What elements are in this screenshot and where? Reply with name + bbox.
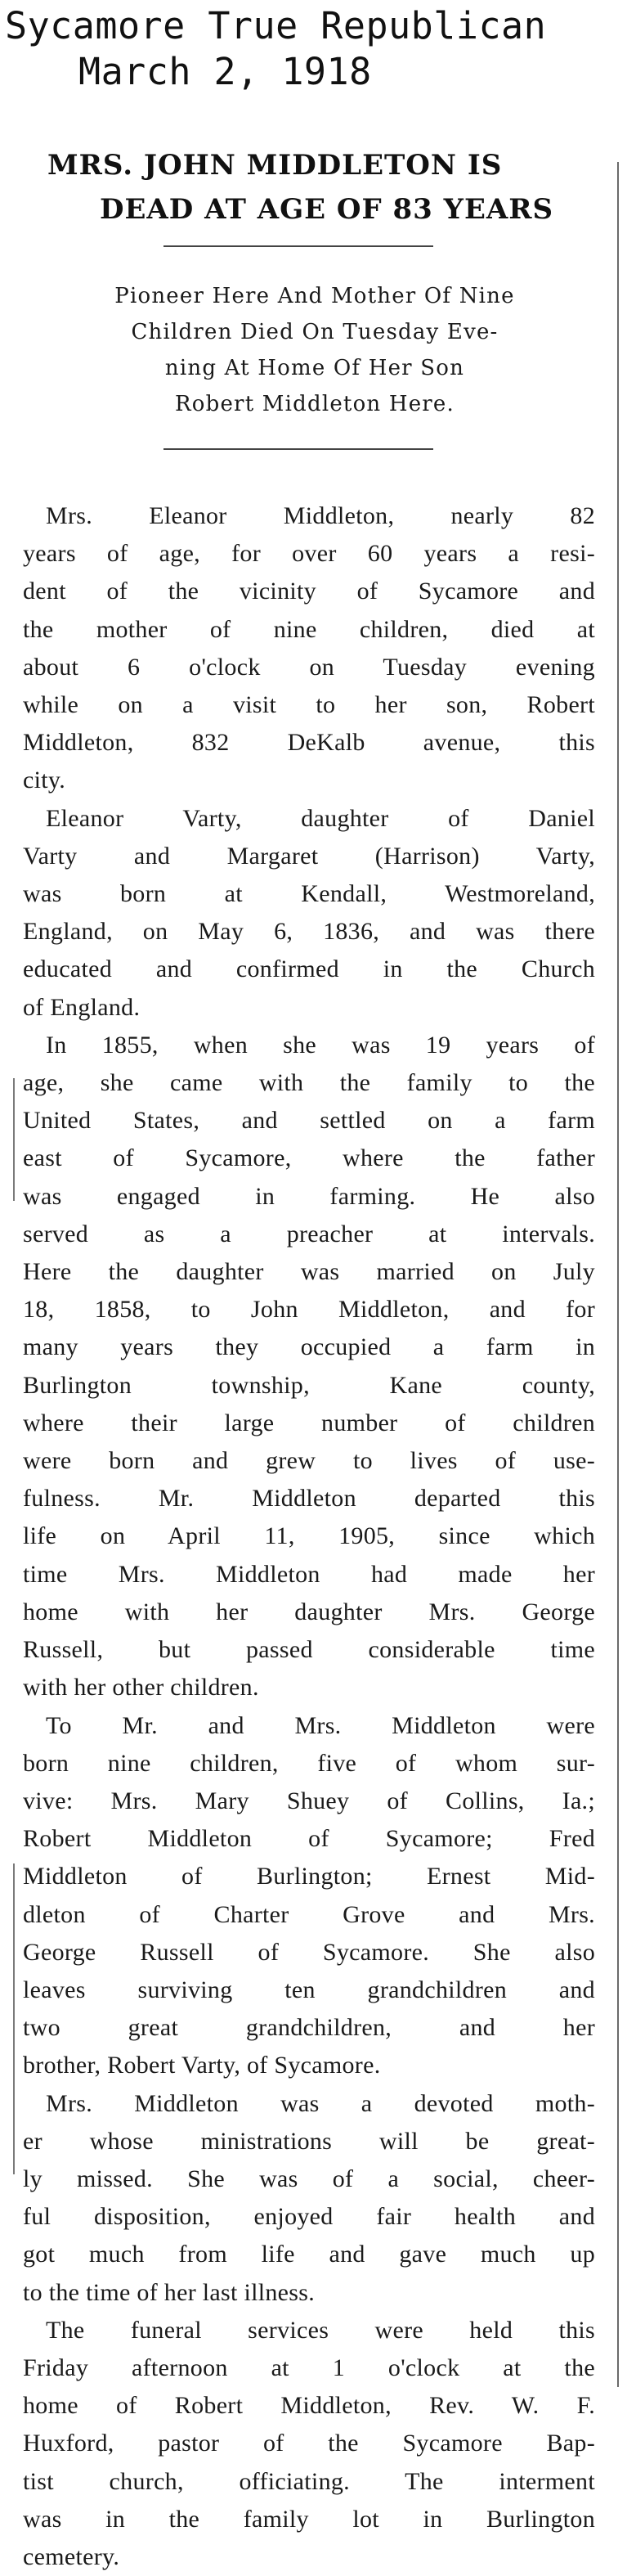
text-line: tist church, officiating. The interment bbox=[23, 2467, 595, 2495]
text-line: The funeral services were held this bbox=[46, 2316, 595, 2344]
text-line: to the time of her last illness. bbox=[23, 2278, 316, 2306]
text-line: dleton of Charter Grove and Mrs. bbox=[23, 1900, 595, 1928]
text-line: Mrs. Eleanor Middleton, nearly 82 bbox=[46, 502, 595, 529]
text-line: was engaged in farming. He also bbox=[23, 1182, 595, 1210]
text-line: educated and confirmed in the Church bbox=[23, 955, 595, 983]
text-line: Huxford, pastor of the Sycamore Bap- bbox=[23, 2430, 595, 2457]
text-line: dent of the vicinity of Sycamore and bbox=[23, 578, 595, 605]
text-line: cemetery. bbox=[23, 2542, 120, 2570]
text-line: 18, 1858, to John Middleton, and for bbox=[23, 1296, 595, 1324]
text-line: George Russell of Sycamore. She also bbox=[23, 1938, 595, 1966]
text-line: with her other children. bbox=[23, 1674, 259, 1702]
column-rule-left-fragment bbox=[13, 1863, 15, 2174]
text-line: east of Sycamore, where the father bbox=[23, 1144, 595, 1172]
text-line: Russell, but passed considerable time bbox=[23, 1636, 595, 1664]
text-line: got much from life and gave much up bbox=[23, 2241, 595, 2268]
headline-divider bbox=[163, 245, 433, 247]
text-line: served as a preacher at intervals. bbox=[23, 1220, 595, 1248]
text-line: Burlington township, Kane county, bbox=[23, 1371, 595, 1399]
text-line: age, she came with the family to the bbox=[23, 1069, 595, 1097]
text-line: In 1855, when she was 19 years of bbox=[46, 1031, 595, 1059]
text-line: leaves surviving ten grandchildren and bbox=[23, 1976, 595, 2003]
text-line: fulness. Mr. Middleton departed this bbox=[23, 1485, 595, 1513]
headline-line: MRS. JOHN MIDDLETON IS bbox=[47, 148, 503, 182]
text-line: years of age, for over 60 years a resi- bbox=[23, 540, 595, 568]
subhead-divider bbox=[163, 448, 433, 450]
text-line: home of Robert Middleton, Rev. W. F. bbox=[23, 2392, 595, 2420]
text-line: ful disposition, enjoyed fair health and bbox=[23, 2203, 595, 2231]
subhead-line: Children Died On Tuesday Eve- bbox=[131, 320, 499, 344]
publication-date: March 2, 1918 bbox=[78, 50, 372, 93]
article-headline bbox=[25, 143, 613, 232]
text-line: vive: Mrs. Mary Shuey of Collins, Ia.; bbox=[23, 1787, 595, 1814]
text-line: Middleton, 832 DeKalb avenue, this bbox=[23, 729, 595, 757]
text-line: were born and grew to lives of use- bbox=[23, 1447, 595, 1475]
text-line: Friday afternoon at 1 o'clock at the bbox=[23, 2353, 595, 2381]
text-line: born nine children, five of whom sur- bbox=[23, 1749, 595, 1777]
text-line: brother, Robert Varty, of Sycamore. bbox=[23, 2052, 381, 2079]
typed-source-label bbox=[5, 3, 546, 95]
subhead-line: Pioneer Here And Mother Of Nine bbox=[114, 284, 515, 308]
article-paragraph bbox=[23, 2085, 595, 2312]
column-rule-left-fragment bbox=[13, 1078, 15, 1201]
subhead-line: Robert Middleton Here. bbox=[175, 392, 455, 416]
text-line: where their large number of children bbox=[23, 1409, 595, 1436]
article-paragraph bbox=[23, 1707, 595, 2085]
text-line: city. bbox=[23, 767, 66, 794]
text-line: Mrs. Middleton was a devoted moth- bbox=[46, 2089, 595, 2117]
text-line: time Mrs. Middleton had made her bbox=[23, 1560, 595, 1588]
article-paragraph bbox=[23, 800, 595, 1027]
text-line: the mother of nine children, died at bbox=[23, 615, 595, 643]
text-line: two great grandchildren, and her bbox=[23, 2014, 595, 2042]
newspaper-name: Sycamore True Republican bbox=[5, 4, 547, 47]
article-subheadline bbox=[33, 278, 597, 422]
text-line: about 6 o'clock on Tuesday evening bbox=[23, 653, 595, 681]
text-line: Here the daughter was married on July bbox=[23, 1258, 595, 1286]
text-line: life on April 11, 1905, since which bbox=[23, 1522, 595, 1550]
article-clipping bbox=[0, 88, 627, 2570]
text-line: ly missed. She was of a social, cheer- bbox=[23, 2165, 595, 2192]
article-paragraph bbox=[23, 2312, 595, 2576]
headline-line: DEAD AT AGE OF 83 YEARS bbox=[100, 192, 554, 226]
article-paragraph bbox=[23, 497, 595, 800]
text-line: Robert Middleton of Sycamore; Fred bbox=[23, 1825, 595, 1853]
text-line: was born at Kendall, Westmoreland, bbox=[23, 880, 595, 908]
column-rule-right bbox=[617, 162, 619, 2387]
text-line: many years they occupied a farm in bbox=[23, 1333, 595, 1361]
article-body bbox=[23, 497, 595, 2576]
article-paragraph bbox=[23, 1027, 595, 1707]
text-line: Varty and Margaret (Harrison) Varty, bbox=[23, 842, 595, 870]
text-line: England, on May 6, 1836, and was there bbox=[23, 918, 595, 946]
text-line: To Mr. and Mrs. Middleton were bbox=[46, 1711, 595, 1739]
text-line: Eleanor Varty, daughter of Daniel bbox=[46, 804, 595, 832]
text-line: home with her daughter Mrs. George bbox=[23, 1598, 595, 1625]
subhead-line: ning At Home Of Her Son bbox=[164, 356, 465, 380]
text-line: while on a visit to her son, Robert bbox=[23, 691, 595, 719]
text-line: was in the family lot in Burlington bbox=[23, 2505, 595, 2533]
text-line: Middleton of Burlington; Ernest Mid- bbox=[23, 1863, 595, 1890]
text-line: er whose ministrations will be great- bbox=[23, 2127, 595, 2155]
text-line: United States, and settled on a farm bbox=[23, 1107, 595, 1135]
text-line: of England. bbox=[23, 993, 141, 1021]
